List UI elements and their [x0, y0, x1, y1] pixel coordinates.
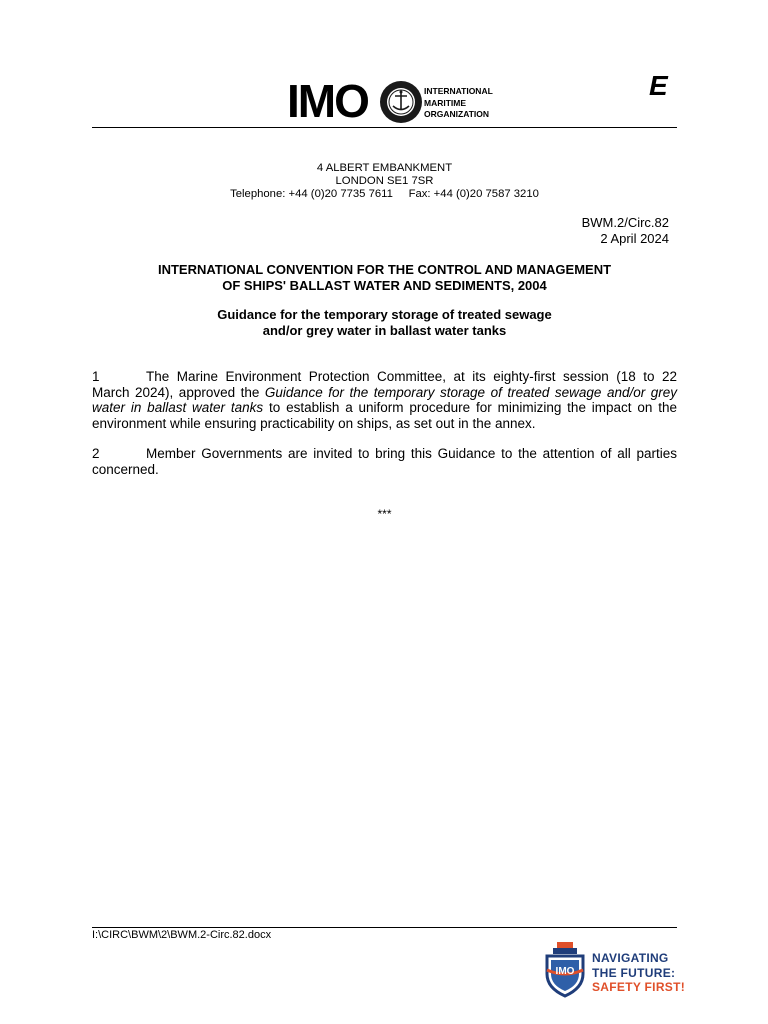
slogan-line: SAFETY FIRST!	[592, 980, 686, 994]
paragraph-number: 2	[92, 446, 100, 461]
title-line: OF SHIPS' BALLAST WATER AND SEDIMENTS, 2004	[222, 277, 547, 293]
slogan-line: THE FUTURE:	[592, 965, 676, 980]
logo-wordmark: IMO	[287, 75, 368, 127]
subtitle-line: Guidance for the temporary storage of treated sewage	[217, 307, 552, 322]
reference-date: 2 April 2024	[600, 231, 669, 246]
section-separator: ***	[377, 507, 392, 521]
campaign-shield-icon	[543, 940, 587, 998]
language-mark: E	[649, 70, 668, 101]
campaign-slogan	[592, 951, 685, 995]
convention-title	[92, 262, 677, 293]
slogan-line: NAVIGATING	[592, 951, 669, 965]
address-line: 4 ALBERT EMBANKMENT	[316, 162, 453, 174]
org-name-line: ORGANIZATION	[424, 109, 490, 119]
paragraph-1	[92, 369, 677, 431]
org-name-line: INTERNATIONAL	[424, 86, 493, 96]
paragraph-2	[92, 446, 677, 477]
footer-rule	[92, 927, 677, 928]
address-line: LONDON SE1 7SR	[335, 175, 434, 187]
badge-text: IMO	[555, 966, 575, 977]
imo-emblem-icon	[379, 80, 423, 124]
file-path: I:\CIRC\BWM\2\BWM.2-Circ.82.docx	[92, 929, 272, 941]
subtitle-line: and/or grey water in ballast water tanks	[262, 322, 507, 338]
paragraph-italic-text: Guidance for the temporary storage of treated sewage and/or grey water in ballast water tanks	[92, 384, 677, 415]
reference-code: BWM.2/Circ.82	[581, 215, 669, 230]
paragraph-number: 1	[92, 369, 100, 384]
paragraph-text: Member Governments are invited to bring this Guidance to the attention of all parties concerned.	[92, 446, 677, 477]
paragraph-text: The Marine Environment Protection Committee, at its eighty-first session (18 to 22 March 2024), approved the	[92, 369, 677, 400]
contact-line: Telephone: +44 (0)20 7735 7611 Fax: +44 (0)20 7587 3210	[230, 188, 539, 200]
guidance-title	[92, 307, 677, 338]
document-reference	[582, 215, 669, 247]
header-rule	[92, 127, 677, 128]
paragraph-text: to establish a uniform procedure for minimizing the impact on the environment while ensuring practicability on ships, as set out in the annex.	[92, 400, 677, 431]
address-block	[92, 162, 677, 201]
title-line: INTERNATIONAL CONVENTION FOR THE CONTROL AND MANAGEMENT	[157, 262, 612, 277]
org-name-line: MARITIME	[424, 97, 467, 108]
org-name	[424, 86, 493, 121]
